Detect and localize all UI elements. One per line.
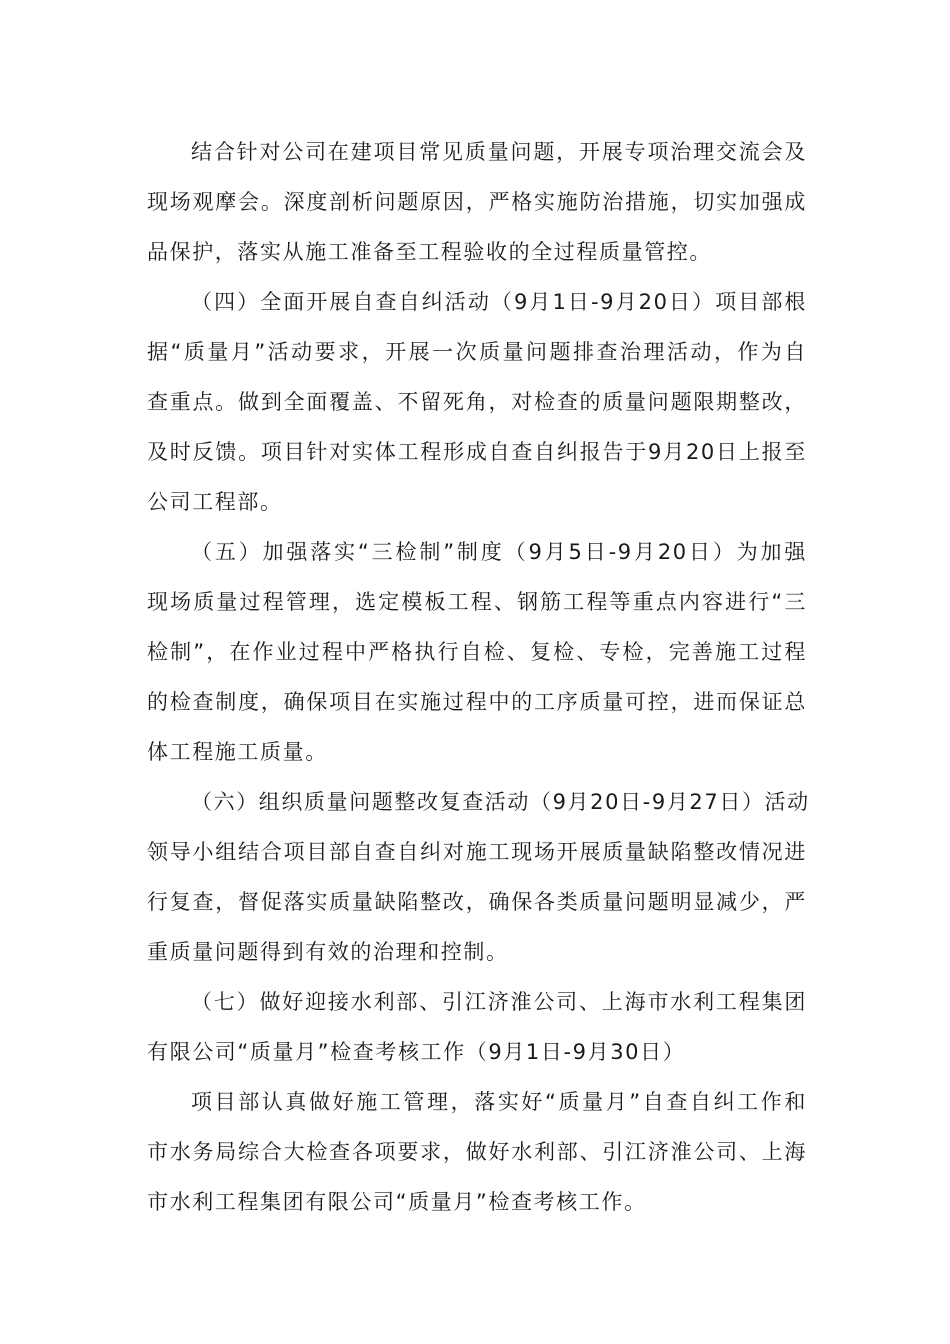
text-line: 市水利工程集团有限公司“质量月”检查考核工作。 — [147, 1190, 647, 1214]
text-line: 现场观摩会。深度剖析问题原因，严格实施防治措施，切实加强成 — [147, 190, 807, 214]
text-line: 项目部认真做好施工管理，落实好“质量月”自查自纠工作和 — [191, 1090, 807, 1114]
text-line: （六）组织质量问题整改复查活动（9月20日-9月27日）活动 — [191, 790, 810, 814]
text-line: （五）加强落实“三检制”制度（9月5日-9月20日）为加强 — [191, 540, 807, 564]
text-line: 市水务局综合大检查各项要求，做好水利部、引江济淮公司、上海 — [147, 1140, 807, 1164]
document-body — [147, 127, 810, 1227]
text-line: 现场质量过程管理，选定模板工程、钢筋工程等重点内容进行“三 — [147, 590, 807, 614]
text-line: 及时反馈。项目针对实体工程形成自查自纠报告于9月20日上报至 — [147, 440, 807, 464]
paragraph-rectification-review — [147, 777, 810, 977]
text-line: 有限公司“质量月”检查考核工作（9月1日-9月30日） — [147, 1040, 686, 1064]
text-line: 重质量问题得到有效的治理和控制。 — [147, 940, 509, 964]
text-line: 查重点。做到全面覆盖、不留死角，对检查的质量问题限期整改， — [147, 390, 807, 414]
text-line: 检制”，在作业过程中严格执行自检、复检、专检，完善施工过程 — [147, 640, 807, 664]
paragraph-quality-exchange — [147, 127, 807, 277]
paragraph-three-check-system — [147, 527, 807, 777]
paragraph-inspection-reception — [147, 977, 807, 1077]
text-line: （四）全面开展自查自纠活动（9月1日-9月20日）项目部根 — [191, 290, 807, 314]
paragraph-construction-management — [147, 1077, 807, 1227]
text-line: 据“质量月”活动要求，开展一次质量问题排查治理活动，作为自 — [147, 340, 807, 364]
text-line: 品保护，落实从施工准备至工程验收的全过程质量管控。 — [147, 240, 712, 264]
text-line: 的检查制度，确保项目在实施过程中的工序质量可控，进而保证总 — [147, 690, 807, 714]
text-line: 行复查，督促落实质量缺陷整改，确保各类质量问题明显减少，严 — [147, 890, 807, 914]
text-line: 体工程施工质量。 — [147, 740, 328, 764]
paragraph-self-inspection — [147, 277, 807, 527]
text-line: 公司工程部。 — [147, 490, 283, 514]
text-line: 领导小组结合项目部自查自纠对施工现场开展质量缺陷整改情况进 — [147, 840, 807, 864]
text-line: 结合针对公司在建项目常见质量问题，开展专项治理交流会及 — [191, 140, 807, 164]
text-line: （七）做好迎接水利部、引江济淮公司、上海市水利工程集团 — [191, 990, 807, 1014]
